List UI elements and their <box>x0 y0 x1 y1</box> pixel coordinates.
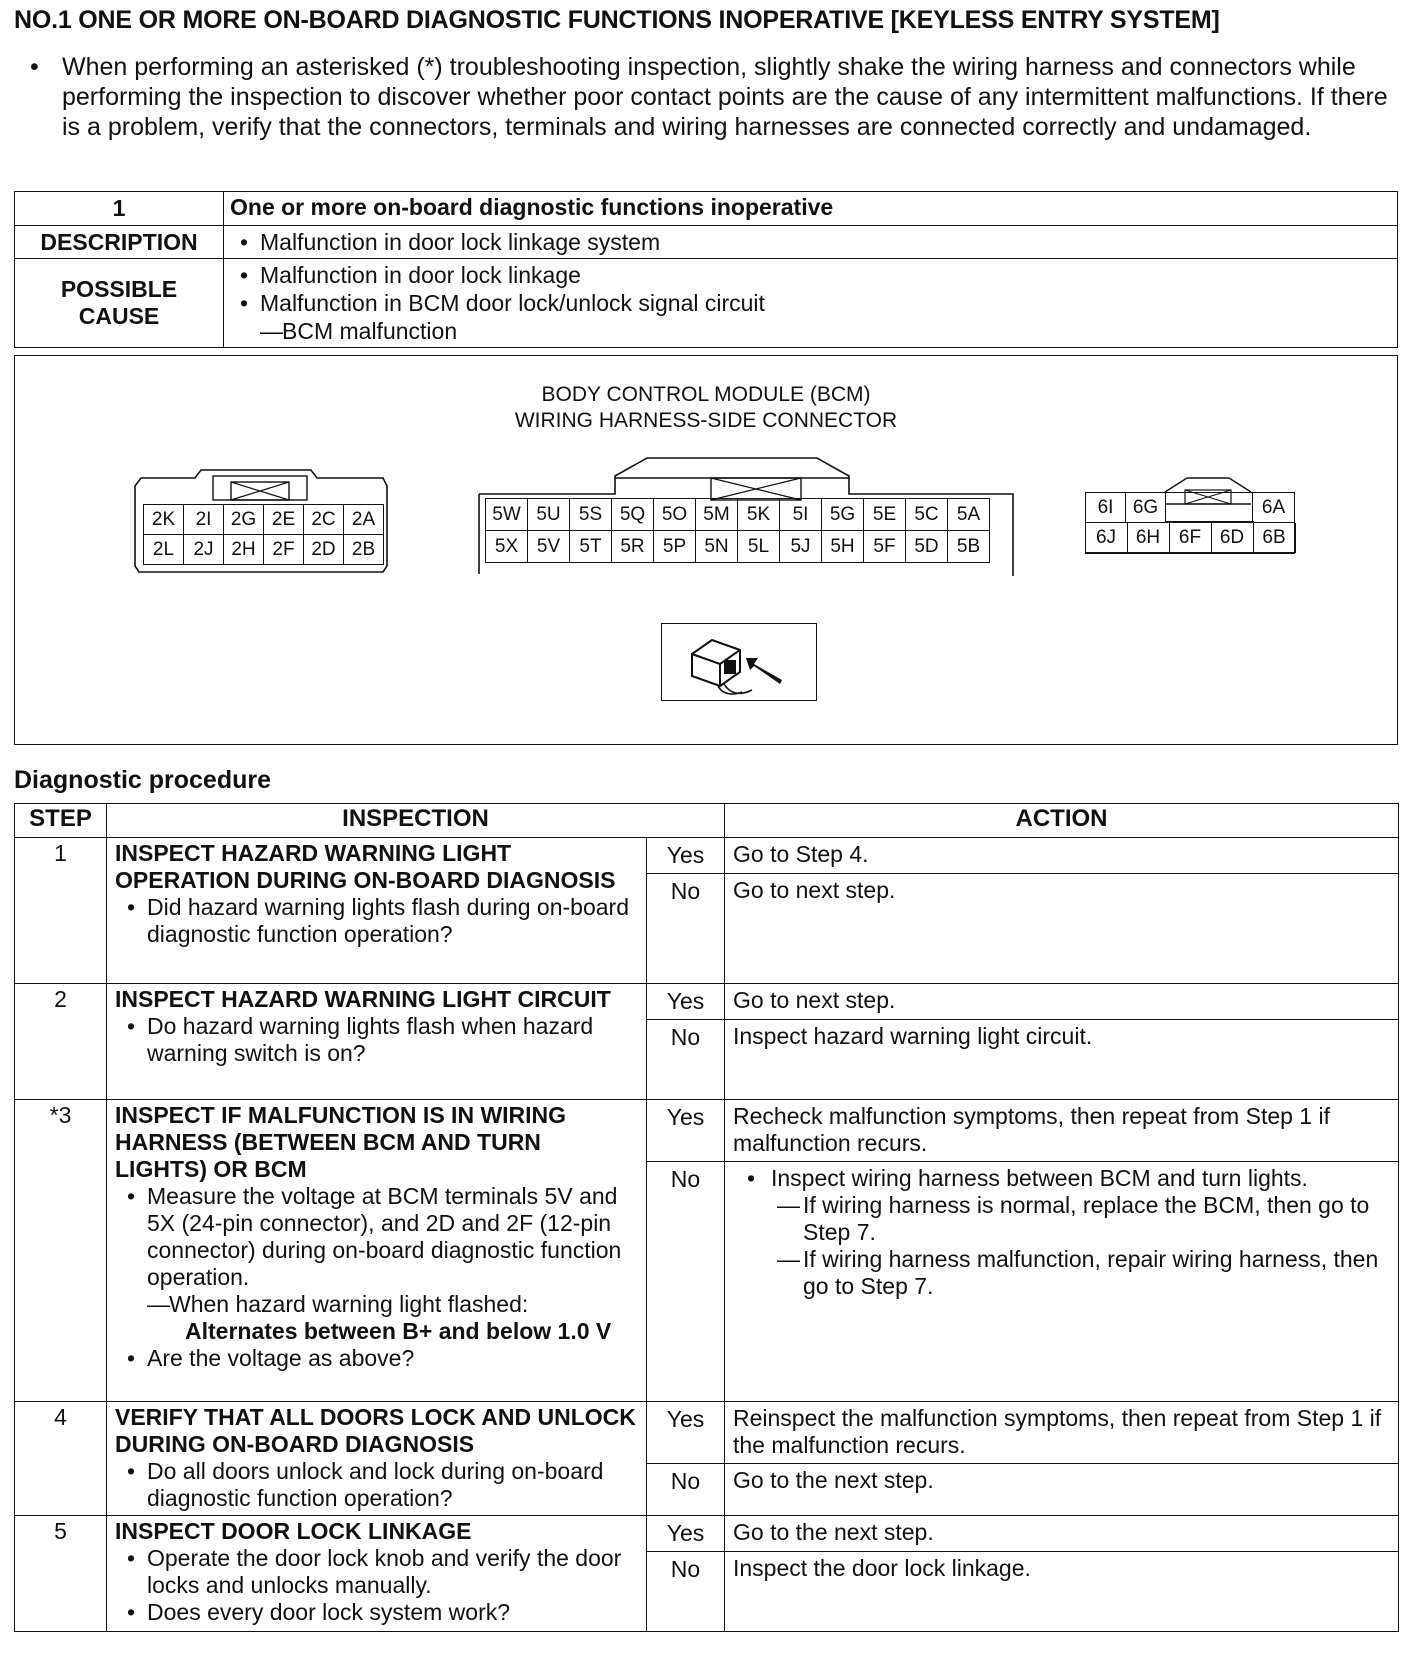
step-question: • Did hazard warning lights flash during on-board diagnostic function operation? <box>115 894 638 948</box>
pin-5W: 5W <box>486 499 528 531</box>
pin-5C: 5C <box>906 499 948 531</box>
yes-label: Yes <box>647 838 725 874</box>
pin-5B: 5B <box>948 531 990 563</box>
table-row <box>15 984 1399 1020</box>
pin-5H: 5H <box>822 531 864 563</box>
step-inspection <box>107 1100 647 1402</box>
no-action-main: • Inspect wiring harness between BCM and turn lights. <box>733 1165 1390 1192</box>
yes-action: Go to next step. <box>725 984 1399 1020</box>
pin-2K: 2K <box>144 505 184 535</box>
connector-24-pin <box>477 456 1017 576</box>
pin-2B: 2B <box>344 535 384 565</box>
probe-connector-icon <box>661 623 817 701</box>
step-heading: INSPECT DOOR LOCK LINKAGE <box>115 1518 472 1544</box>
procedure-table <box>14 803 1399 1632</box>
summary-number: 1 <box>15 192 224 226</box>
summary-heading: One or more on-board diagnostic functions inoperative <box>224 192 1398 226</box>
step-question: • Operate the door lock knob and verify the door locks and unlocks manually. <box>115 1545 638 1599</box>
pin-2G: 2G <box>224 505 264 535</box>
yes-label: Yes <box>647 1100 725 1162</box>
pin-5O: 5O <box>654 499 696 531</box>
connector-24-pins <box>485 498 990 563</box>
no-label: No <box>647 1020 725 1100</box>
step-measure: • Measure the voltage at BCM terminals 5V and 5X (24-pin connector), and 2D and 2F (12-pin connector) during on-board diagnostic function operation. <box>115 1183 638 1291</box>
pin-5P: 5P <box>654 531 696 563</box>
pin-5V: 5V <box>528 531 570 563</box>
step-inspection <box>107 838 647 984</box>
pin-2L: 2L <box>144 535 184 565</box>
pin-5N: 5N <box>696 531 738 563</box>
connector-10-body <box>1085 492 1295 554</box>
no-action-sub: — If wiring harness is normal, replace the BCM, then go to Step 7. <box>733 1192 1390 1246</box>
step-inspection <box>107 1516 647 1632</box>
step-number: 5 <box>15 1516 107 1632</box>
pin-5U: 5U <box>528 499 570 531</box>
pin-2I: 2I <box>184 505 224 535</box>
possible-cause-label <box>15 259 224 348</box>
bullet-icon: • <box>30 53 39 81</box>
pin-5A: 5A <box>948 499 990 531</box>
table-row <box>15 838 1399 874</box>
pin-6A: 6A <box>1252 493 1294 523</box>
pin-5T: 5T <box>570 531 612 563</box>
pin-5Q: 5Q <box>612 499 654 531</box>
pin-5R: 5R <box>612 531 654 563</box>
description-label: DESCRIPTION <box>15 226 224 259</box>
pin-5S: 5S <box>570 499 612 531</box>
pin-5L: 5L <box>738 531 780 563</box>
step-question: • Does every door lock system work? <box>115 1599 638 1626</box>
pin-6I: 6I <box>1086 493 1126 523</box>
pin-2E: 2E <box>264 505 304 535</box>
no-label: No <box>647 1162 725 1402</box>
step-heading: INSPECT IF MALFUNCTION IS IN WIRING HARNESS (BETWEEN BCM AND TURN LIGHTS) OR BCM <box>115 1102 567 1182</box>
pin-5E: 5E <box>864 499 906 531</box>
table-row <box>15 1100 1399 1162</box>
yes-label: Yes <box>647 1402 725 1464</box>
col-action-header: ACTION <box>725 804 1399 838</box>
no-action: Inspect the door lock linkage. <box>725 1552 1399 1632</box>
connector-diagram <box>14 355 1398 745</box>
pin-5J: 5J <box>780 531 822 563</box>
note-text: When performing an asterisked (*) troubleshooting inspection, slightly shake the wiring harness and connectors while performing the inspection to discover whether poor contact points are the cause of any intermittent malfunctions. If there is a problem, verify that the connectors, terminals and wiring harnesses are connected correctly and undamaged. <box>62 53 1388 141</box>
no-label: No <box>647 1464 725 1516</box>
step-condition: — When hazard warning light flashed: <box>115 1291 638 1318</box>
connector-10-pin <box>1083 474 1295 554</box>
yes-action: Reinspect the malfunction symptoms, then repeat from Step 1 if the malfunction recurs. <box>725 1402 1399 1464</box>
table-row <box>15 1402 1399 1464</box>
no-label: No <box>647 874 725 984</box>
diagram-caption-line1: BODY CONTROL MODULE (BCM) <box>541 383 871 406</box>
cause-label-line2: CAUSE <box>78 303 160 329</box>
pin-5K: 5K <box>738 499 780 531</box>
yes-label: Yes <box>647 1516 725 1552</box>
cause-subitem: — BCM malfunction <box>230 317 1391 345</box>
pin-6H: 6H <box>1128 523 1170 553</box>
step-number: *3 <box>15 1100 107 1402</box>
pin-5F: 5F <box>864 531 906 563</box>
summary-table <box>14 191 1398 348</box>
diagram-caption-line2: WIRING HARNESS-SIDE CONNECTOR <box>514 409 898 432</box>
step-inspection <box>107 1402 647 1516</box>
harness-side-icon <box>662 624 816 700</box>
table-row <box>15 1516 1399 1552</box>
pin-5D: 5D <box>906 531 948 563</box>
yes-action: Recheck malfunction symptoms, then repeat from Step 1 if malfunction recurs. <box>725 1100 1399 1162</box>
step-number: 4 <box>15 1402 107 1516</box>
cause-item: • Malfunction in BCM door lock/unlock signal circuit <box>230 289 1391 317</box>
cause-label-line1: POSSIBLE <box>60 276 178 302</box>
pin-2A: 2A <box>344 505 384 535</box>
pin-5X: 5X <box>486 531 528 563</box>
pin-2F: 2F <box>264 535 304 565</box>
step-number: 2 <box>15 984 107 1100</box>
step-heading: INSPECT HAZARD WARNING LIGHT CIRCUIT <box>115 986 611 1012</box>
step-question: • Do hazard warning lights flash when hazard warning switch is on? <box>115 1013 638 1067</box>
step-number: 1 <box>15 838 107 984</box>
page-title: NO.1 ONE OR MORE ON-BOARD DIAGNOSTIC FUNCTIONS INOPERATIVE [KEYLESS ENTRY SYSTEM] <box>14 6 1220 34</box>
connector-10-bottom-pins <box>1085 523 1296 553</box>
pin-5I: 5I <box>780 499 822 531</box>
description-text: • Malfunction in door lock linkage system <box>230 228 1391 256</box>
pin-2J: 2J <box>184 535 224 565</box>
cause-item: • Malfunction in door lock linkage <box>230 261 1391 289</box>
pin-5M: 5M <box>696 499 738 531</box>
step-question: • Do all doors unlock and lock during on-board diagnostic function operation? <box>115 1458 638 1512</box>
yes-action: Go to Step 4. <box>725 838 1399 874</box>
no-action: Go to the next step. <box>725 1464 1399 1516</box>
step-question: • Are the voltage as above? <box>115 1345 638 1372</box>
pin-2H: 2H <box>224 535 264 565</box>
pin-2D: 2D <box>304 535 344 565</box>
inspection-note <box>30 52 1390 142</box>
no-action <box>725 1162 1399 1402</box>
col-step-header: STEP <box>15 804 107 838</box>
pin-6J: 6J <box>1086 523 1128 553</box>
pin-6B: 6B <box>1254 523 1296 553</box>
no-action-sub: — If wiring harness malfunction, repair wiring harness, then go to Step 7. <box>733 1246 1390 1300</box>
step-inspection <box>107 984 647 1100</box>
no-action: Go to next step. <box>725 874 1399 984</box>
no-action: Inspect hazard warning light circuit. <box>725 1020 1399 1100</box>
pin-5G: 5G <box>822 499 864 531</box>
step-heading: VERIFY THAT ALL DOORS LOCK AND UNLOCK DURING ON-BOARD DIAGNOSIS <box>115 1404 636 1457</box>
yes-label: Yes <box>647 984 725 1020</box>
pin-6G: 6G <box>1126 493 1166 523</box>
pin-6F: 6F <box>1170 523 1212 553</box>
yes-action: Go to the next step. <box>725 1516 1399 1552</box>
pin-2C: 2C <box>304 505 344 535</box>
connector-12-pins <box>143 504 384 565</box>
pin-6D: 6D <box>1212 523 1254 553</box>
no-label: No <box>647 1552 725 1632</box>
procedure-title: Diagnostic procedure <box>14 766 271 794</box>
connector-12-pin <box>133 468 389 576</box>
step-heading: INSPECT HAZARD WARNING LIGHT OPERATION DURING ON-BOARD DIAGNOSIS <box>115 840 616 893</box>
step-spec: Alternates between B+ and below 1.0 V <box>185 1318 612 1344</box>
col-inspection-header: INSPECTION <box>107 804 725 838</box>
